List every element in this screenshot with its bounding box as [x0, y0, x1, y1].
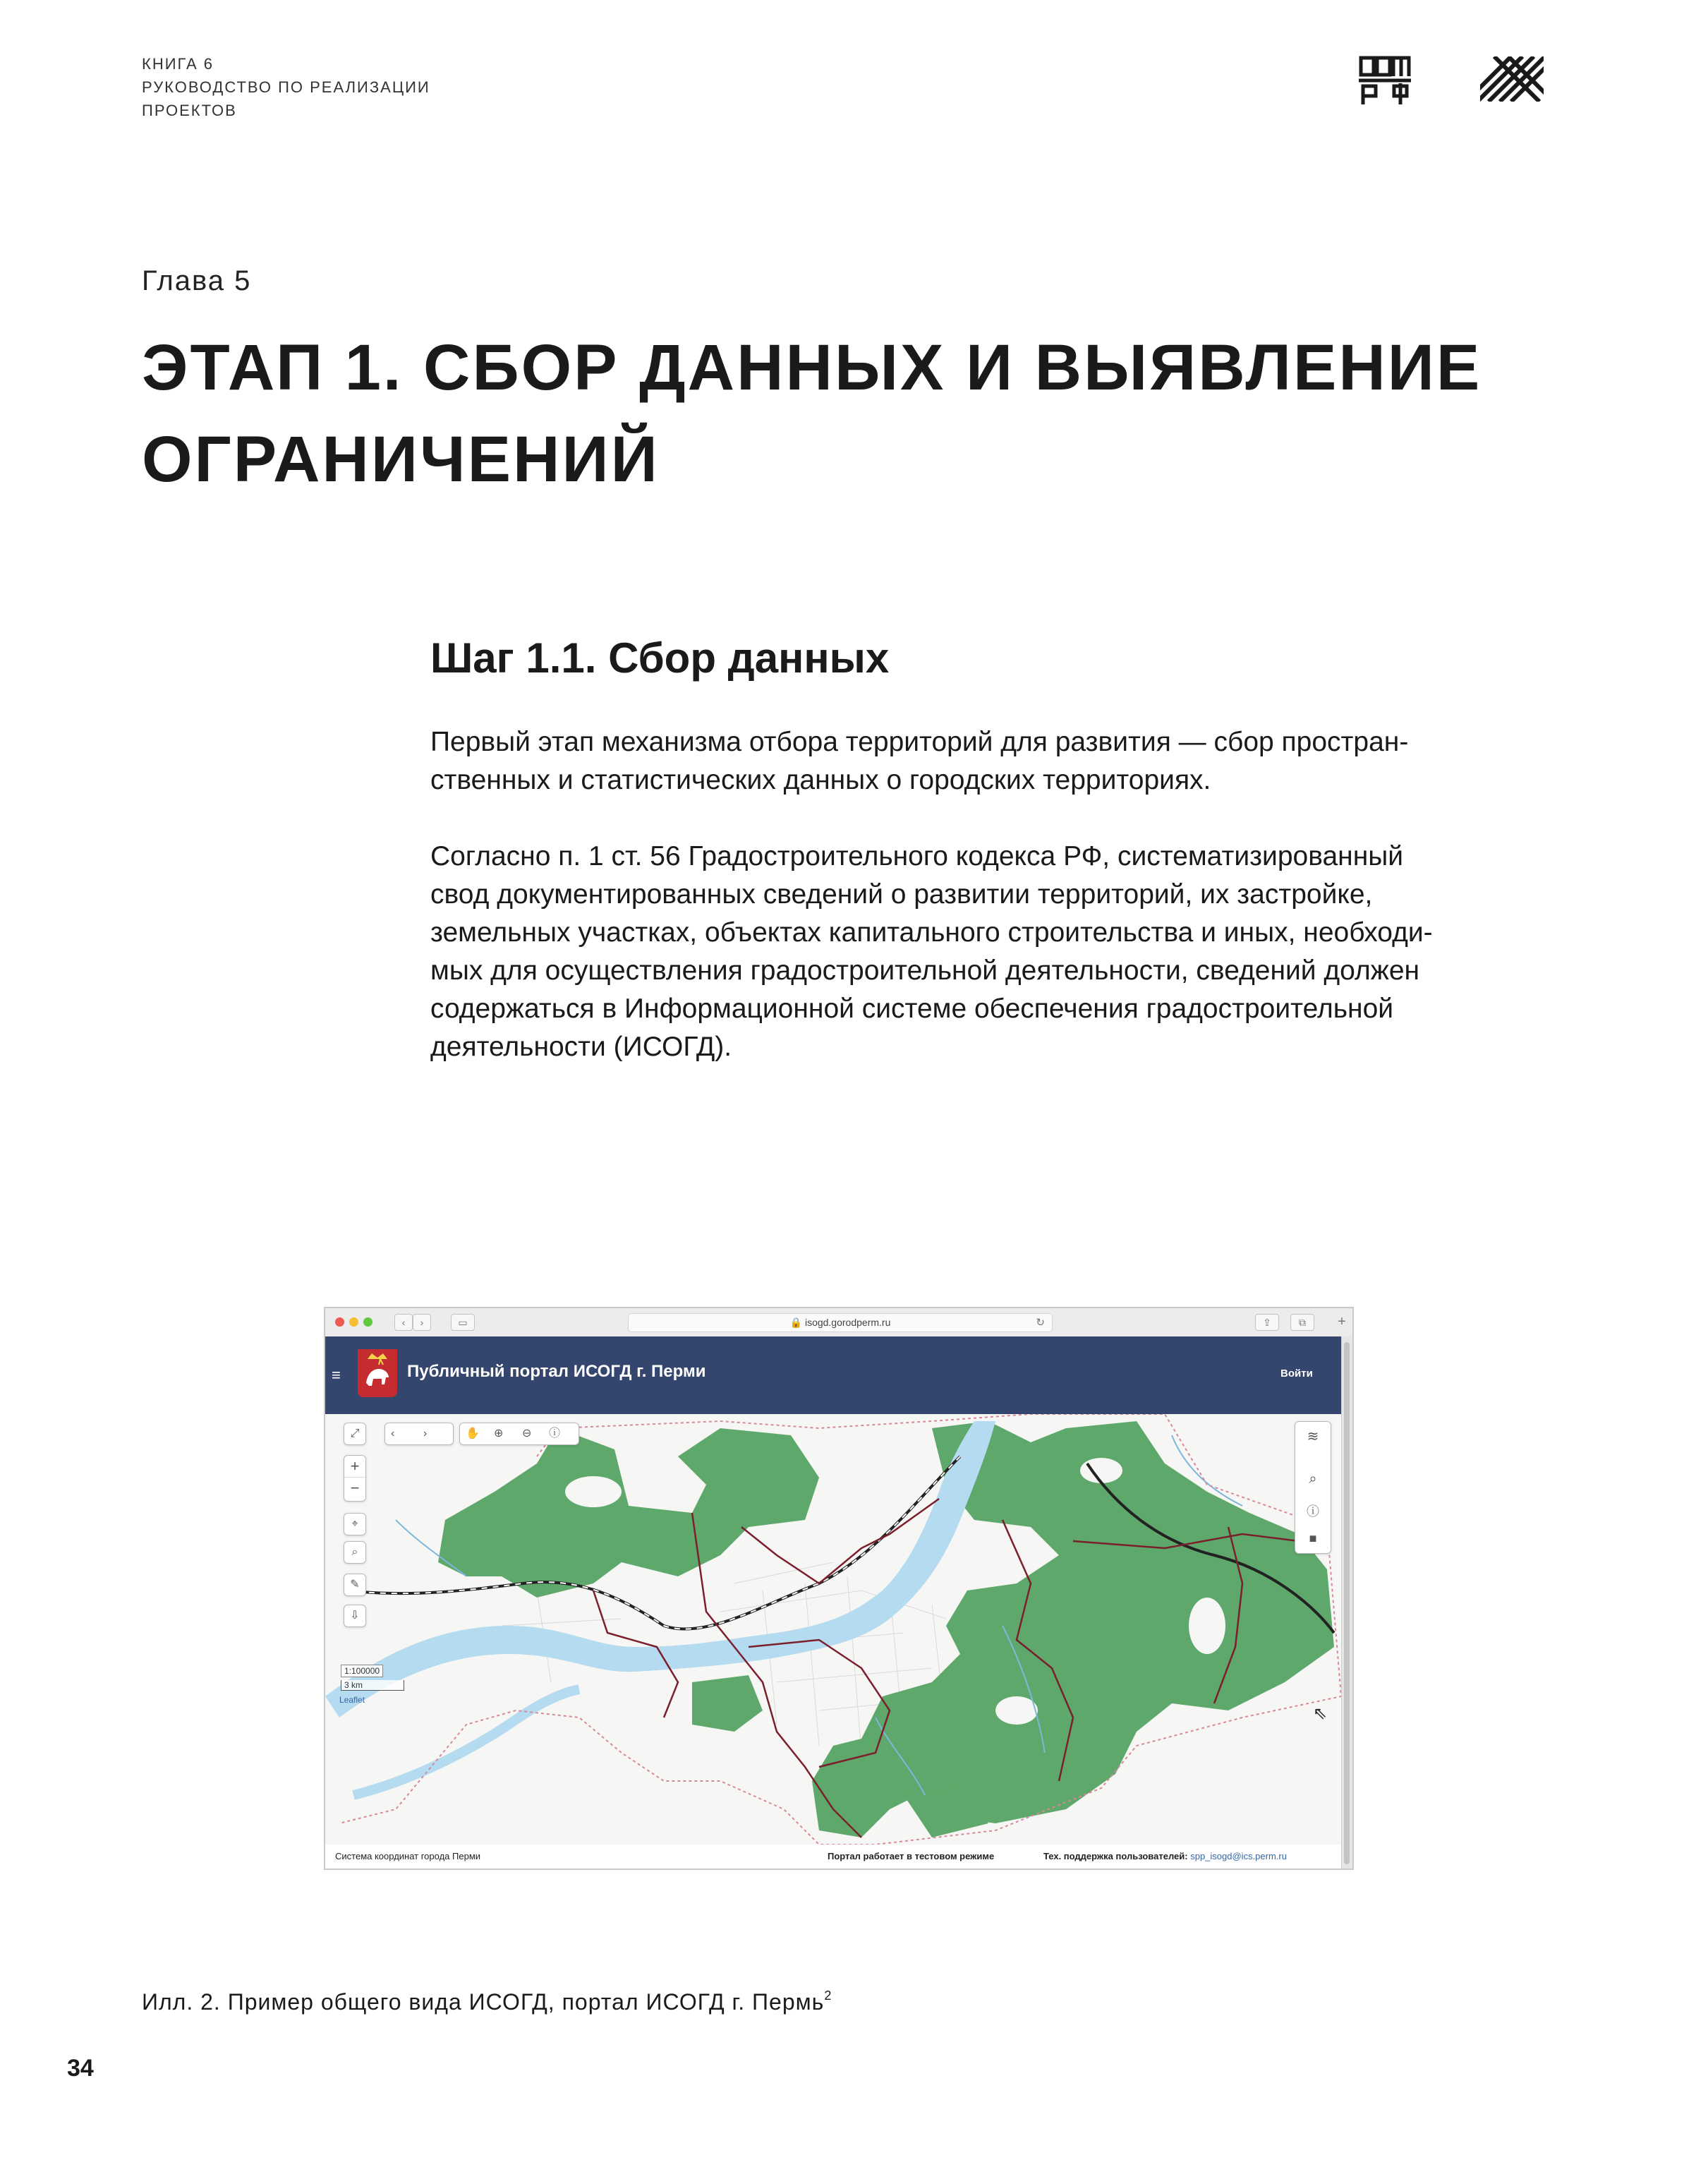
- paragraph-line: содержаться в Информационной системе обеспечения градостроительной: [430, 994, 1394, 1024]
- zoom-in-area-icon[interactable]: ⊕: [494, 1427, 504, 1439]
- scrollbar[interactable]: [1341, 1336, 1353, 1869]
- history-back-icon[interactable]: ‹: [391, 1427, 395, 1439]
- reload-icon[interactable]: ↻: [1036, 1317, 1045, 1329]
- figure-caption: [142, 1988, 832, 2015]
- test-mode-notice: Портал работает в тестовом режиме: [828, 1851, 995, 1861]
- footnote-ref[interactable]: 2: [824, 1988, 832, 2003]
- history-forward-icon[interactable]: ›: [423, 1427, 428, 1439]
- step-title: Шаг 1.1. Сбор данных: [430, 634, 890, 682]
- chapter-label: Глава 5: [142, 265, 252, 296]
- cursor-arrow-icon: ⇖: [1313, 1704, 1328, 1723]
- scale-ratio: 1:100000: [341, 1665, 383, 1677]
- book-title-line2: ПРОЕКТОВ: [142, 102, 237, 119]
- scrollbar-thumb[interactable]: [1344, 1342, 1350, 1864]
- hatch-pattern-logo: [1480, 56, 1544, 102]
- leaflet-attribution[interactable]: Leaflet: [339, 1695, 365, 1705]
- minimize-dot[interactable]: [349, 1317, 358, 1327]
- legend-info-icon[interactable]: ⓘ: [1307, 1504, 1319, 1519]
- map-canvas[interactable]: [325, 1414, 1341, 1845]
- dom-rf-logo: [1359, 55, 1411, 106]
- paragraph-line: ственных и статистических данных о городских территориях.: [430, 765, 1211, 795]
- book-title-line1: РУКОВОДСТВО ПО РЕАЛИЗАЦИИ: [142, 78, 430, 96]
- portal-header: [325, 1336, 1341, 1414]
- sidebar-toggle-icon[interactable]: ▭: [451, 1314, 475, 1331]
- zoom-control: [344, 1455, 366, 1502]
- paragraph-line: земельных участках, объектах капитального строительства и иных, необходи-: [430, 917, 1433, 948]
- menu-icon[interactable]: ≡: [332, 1366, 341, 1384]
- portal-title: Публичный портал ИСОГД г. Перми: [407, 1362, 706, 1381]
- paragraph-line: мых для осуществления градостроительной деятельности, сведений должен: [430, 955, 1420, 986]
- lock-icon: 🔒: [789, 1317, 805, 1328]
- location-pin-icon[interactable]: ⌖: [344, 1513, 366, 1535]
- paragraph-line: Согласно п. 1 ст. 56 Градостроительного кодекса РФ, систематизированный: [430, 841, 1404, 871]
- page-title-line2: ОГРАНИЧЕНИЙ: [142, 423, 660, 495]
- map-tools: [459, 1423, 579, 1445]
- zoom-dot[interactable]: [363, 1317, 373, 1327]
- page-number: 34: [67, 2055, 94, 2082]
- zoom-in-icon[interactable]: +: [350, 1457, 360, 1475]
- share-icon[interactable]: ⇪: [1255, 1314, 1279, 1331]
- close-dot[interactable]: [335, 1317, 344, 1327]
- bookmark-icon[interactable]: ■: [1309, 1531, 1317, 1545]
- zoom-out-area-icon[interactable]: ⊖: [522, 1427, 532, 1439]
- history-nav[interactable]: [384, 1423, 454, 1445]
- page-title: [142, 322, 1518, 505]
- support-contact: [1043, 1845, 1287, 1869]
- layers-icon[interactable]: ≋: [1307, 1429, 1319, 1444]
- paragraph-intro: [430, 723, 1559, 799]
- address-bar[interactable]: [628, 1313, 1053, 1332]
- isogd-portal-screenshot: [324, 1307, 1354, 1870]
- paragraph-line: деятельности (ИСОГД).: [430, 1032, 732, 1062]
- measure-tool-icon[interactable]: ✎: [344, 1574, 366, 1596]
- forward-button[interactable]: ›: [413, 1314, 431, 1331]
- search-icon[interactable]: ⌕: [1309, 1471, 1317, 1487]
- tabs-icon[interactable]: ⧉: [1290, 1314, 1314, 1331]
- perm-coat-of-arms-icon: [358, 1349, 397, 1397]
- paragraph-line: свод документированных сведений о развитии территорий, их застройке,: [430, 879, 1373, 910]
- book-header: [142, 52, 495, 122]
- coordinate-system-label: Система координат города Перми: [335, 1851, 481, 1861]
- login-button[interactable]: Войти: [1280, 1368, 1313, 1380]
- caption-text: Илл. 2. Пример общего вида ИСОГД, портал ИСОГД г. Пермь: [142, 1989, 825, 2015]
- paragraph-line: Первый этап механизма отбора территорий для развития — сбор простран-: [430, 727, 1409, 757]
- support-label: Тех. поддержка пользователей:: [1043, 1851, 1188, 1861]
- page-title-line1: ЭТАП 1. СБОР ДАННЫХ И ВЫЯВЛЕНИЕ: [142, 332, 1482, 404]
- download-icon[interactable]: ⇩: [344, 1605, 366, 1627]
- support-email-link[interactable]: spp_isogd@ics.perm.ru: [1190, 1851, 1287, 1861]
- scale-bar: 3 km: [341, 1680, 404, 1691]
- fullscreen-icon[interactable]: ⤢: [344, 1423, 366, 1445]
- book-number: КНИГА 6: [142, 55, 214, 73]
- pan-hand-icon[interactable]: ✋: [466, 1427, 480, 1439]
- browser-toolbar: [325, 1308, 1352, 1337]
- zoom-out-icon[interactable]: −: [344, 1477, 365, 1499]
- search-map-icon[interactable]: ⌕: [344, 1541, 366, 1564]
- address-text: isogd.gorodperm.ru: [804, 1317, 891, 1328]
- right-toolbar: [1295, 1421, 1331, 1554]
- new-tab-icon[interactable]: +: [1338, 1314, 1346, 1329]
- back-button[interactable]: ‹: [394, 1314, 413, 1331]
- paragraph-law: [430, 838, 1559, 1066]
- portal-footer: [325, 1845, 1341, 1869]
- layers-info-icon[interactable]: ⓘ: [549, 1427, 561, 1439]
